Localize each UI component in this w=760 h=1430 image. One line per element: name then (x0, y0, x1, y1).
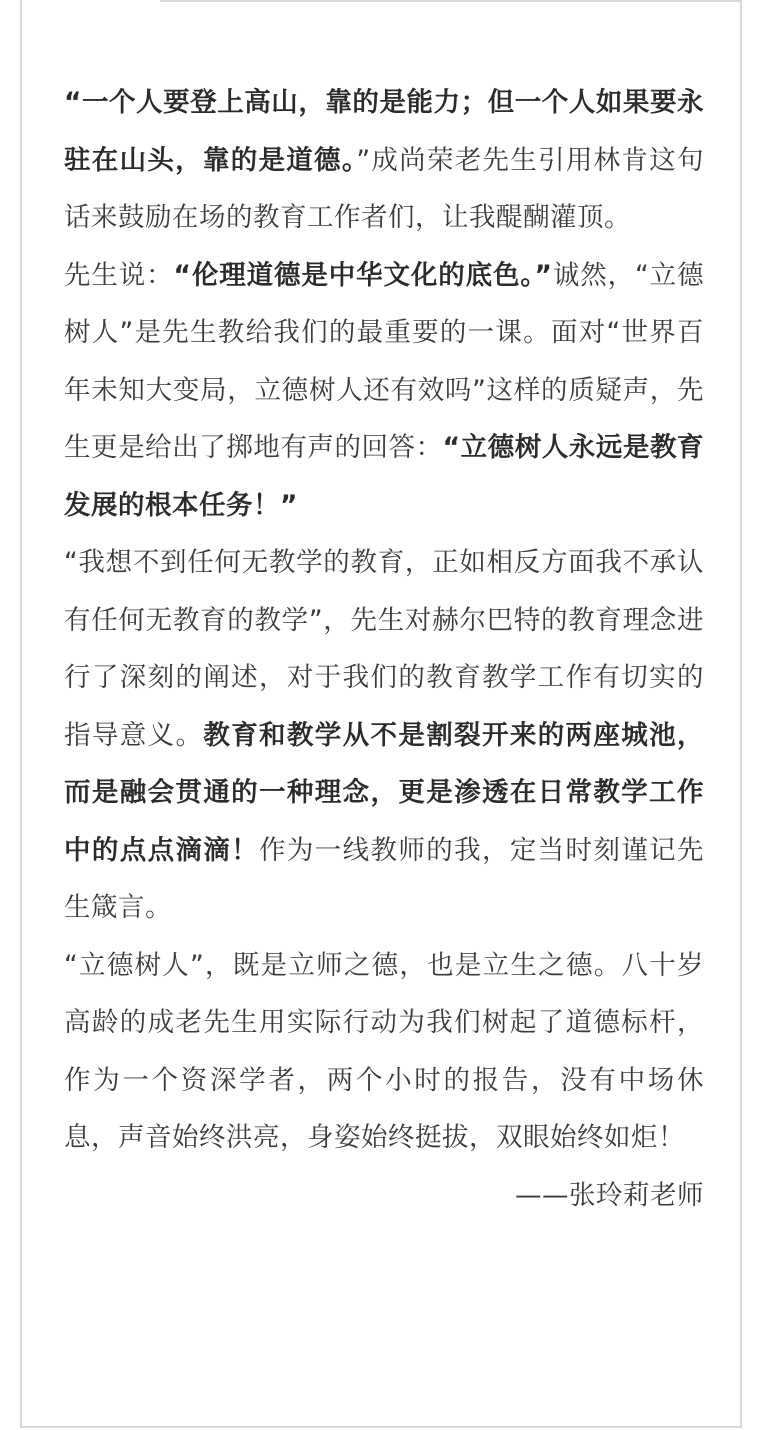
frame-top-border (160, 0, 740, 2)
paragraph-3 (64, 534, 704, 937)
paragraph-text: 诚然，“立德树人”是先生教给我们的最重要的一课。面对“世界百年未知大变局，立德树人还有效吗”这样的质疑声，先生更是给出了掷地有声的回答： (64, 259, 704, 463)
paragraph-text: “我想不到任何无教学的教育，正如相反方面我不承认有任何无教育的教学”，先生对赫尔巴特的教育理念进行了深刻的阐述，对于我们的教育教学工作有切实的指导意义。 (64, 547, 704, 751)
emphasis-teaching: 教育和教学从不是割裂开来的两座城池，而是融会贯通的一种理念，更是渗透在日常教学工作中的点点滴滴！ (64, 719, 705, 866)
quote-lincoln: “一个人要登上高山，靠的是能力；但一个人如果要永驻在山头，靠的是道德。 (64, 87, 704, 176)
article-frame (20, 0, 742, 1428)
paragraph-1 (64, 74, 704, 247)
paragraph-4 (64, 937, 704, 1167)
paragraph-text: 先生说： (64, 259, 174, 291)
quote-ethics: “伦理道德是中华文化的底色。” (173, 259, 553, 291)
paragraph-2 (64, 247, 704, 535)
quote-mission: “立德树人永远是教育发展的根本任务！” (64, 432, 704, 521)
article-body (64, 74, 704, 1224)
author-signature: ——张玲莉老师 (515, 1179, 704, 1211)
paragraph-text: “立德树人”，既是立师之德，也是立生之德。八十岁高龄的成老先生用实际行动为我们树起了道德标杆，作为一个资深学者，两个小时的报告，没有中场休息，声音始终洪亮，身姿始终挺拔，双眼始终如炬！ (64, 949, 704, 1153)
paragraph-text: 作为一线教师的我，定当时刻谨记先生箴言。 (64, 834, 705, 923)
frame-top-gap (22, 0, 160, 2)
paragraph-text: ”成尚荣老先生引用林肯这句话来鼓励在场的教育工作者们，让我醍醐灌顶。 (64, 144, 705, 233)
